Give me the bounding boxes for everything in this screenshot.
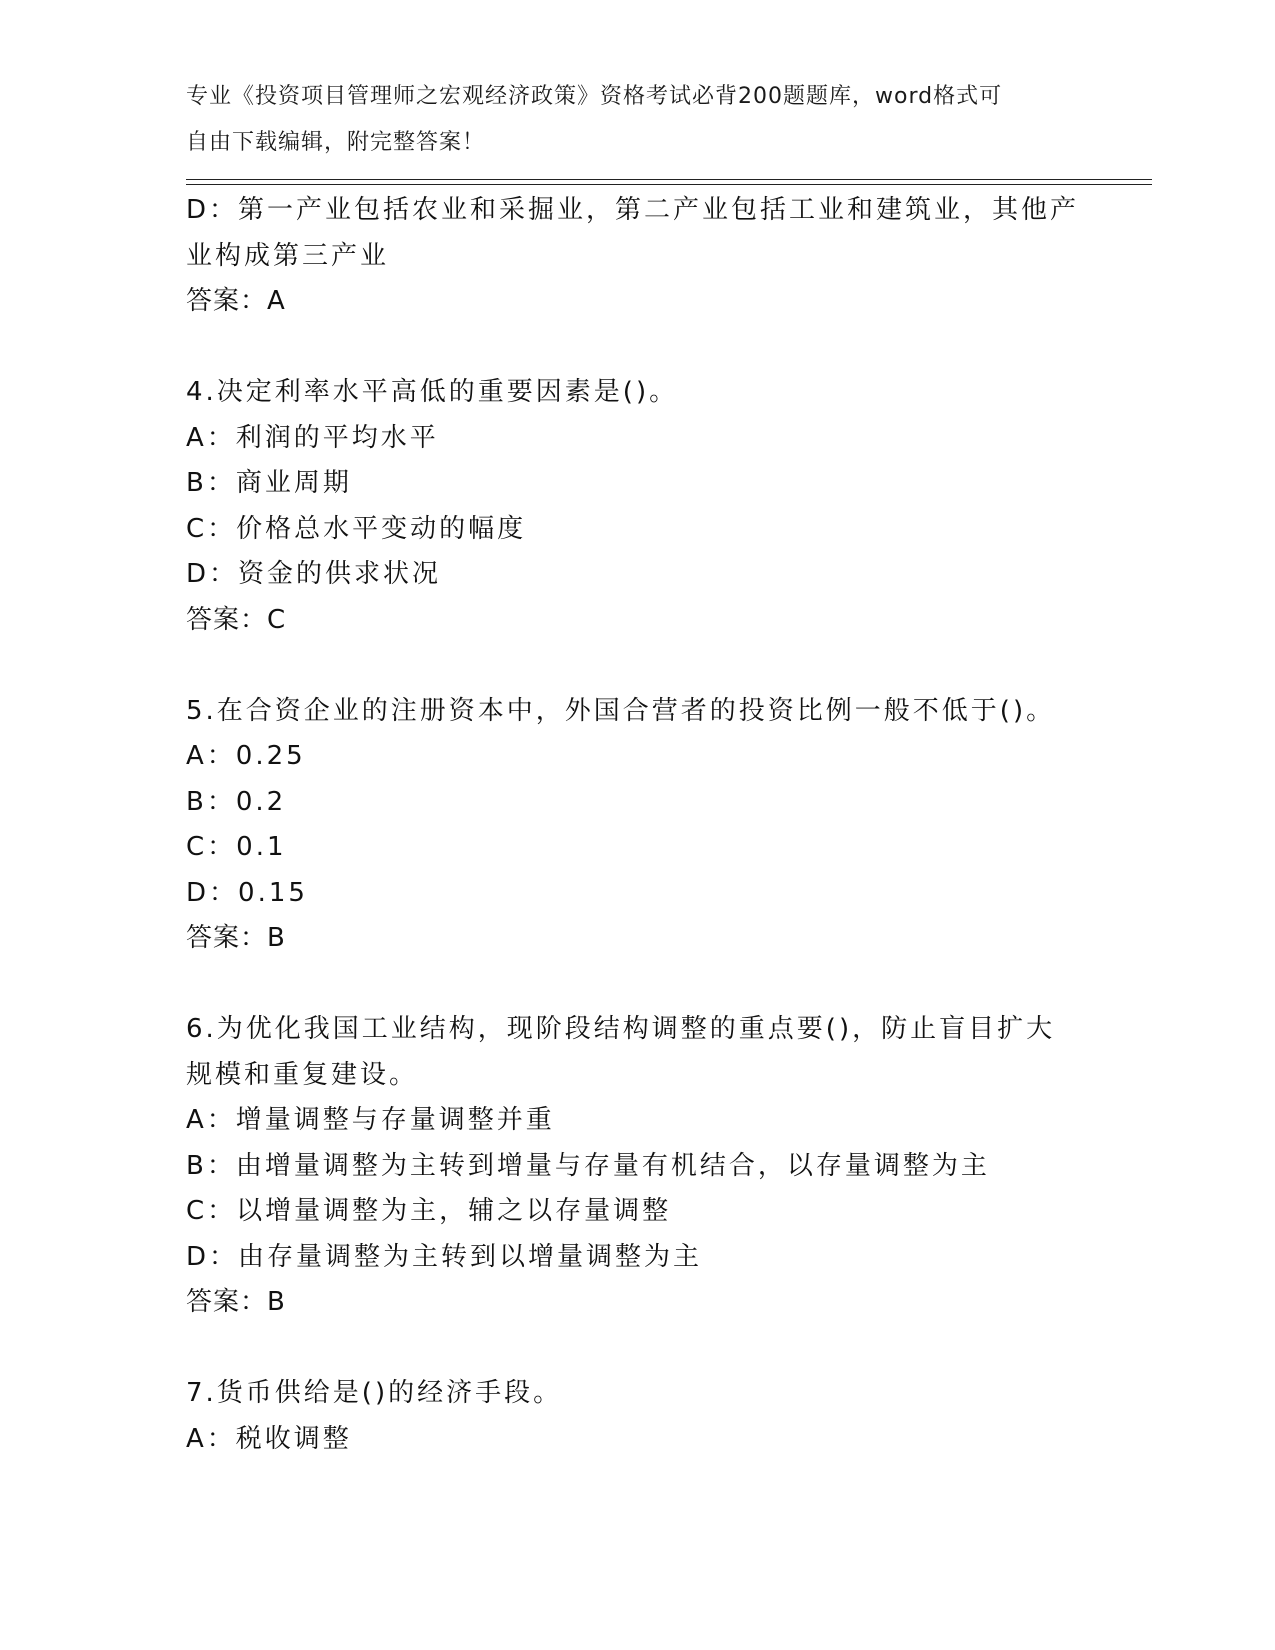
option-text: D：资金的供求状况 [186, 559, 442, 589]
option-text: A：0.25 [186, 741, 306, 771]
option-text: B：0.2 [186, 786, 287, 817]
question-stem: 6.为优化我国工业结构，现阶段结构调整的重点要()，防止盲目扩大 [186, 1014, 1056, 1044]
question-stem: 7.货币供给是()的经济手段。 [186, 1378, 563, 1408]
spacer [186, 325, 1086, 371]
option-text: A：税收调整 [186, 1423, 352, 1454]
answer-text: 答案：C [186, 604, 287, 635]
option-text: B：由增量调整为主转到增量与存量有机结合，以存量调整为主 [186, 1150, 990, 1181]
option-text: D：0.15 [186, 877, 308, 908]
option-text: C：价格总水平变动的幅度 [186, 513, 527, 544]
question-stem: 4.决定利率水平高低的重要因素是()。 [186, 377, 679, 407]
document-header [186, 74, 1086, 165]
option-text: 业构成第三产业 [186, 240, 390, 271]
option-text: A：增量调整与存量调整并重 [186, 1105, 555, 1135]
spacer [186, 962, 1086, 1008]
spacer [186, 643, 1086, 689]
spacer [186, 1326, 1086, 1372]
question-stem: 规模和重复建设。 [186, 1059, 419, 1090]
header-rule-top [186, 179, 1152, 180]
option-text: D：由存量调整为主转到以增量调整为主 [186, 1241, 703, 1272]
answer-text: 答案：B [186, 923, 286, 953]
option-text: D：第一产业包括农业和采掘业，第二产业包括工业和建筑业，其他产 [186, 195, 1080, 225]
header-line-1: 专业《投资项目管理师之宏观经济政策》资格考试必背200题题库，word格式可 [186, 84, 1003, 109]
header-rule-bottom [186, 184, 1152, 185]
option-text: C：0.1 [186, 832, 287, 862]
question-stem: 5.在合资企业的注册资本中，外国合营者的投资比例一般不低于()。 [186, 695, 1056, 726]
answer-text: 答案：B [186, 1287, 286, 1317]
question-list [186, 188, 1086, 1462]
option-text: B：商业周期 [186, 468, 352, 498]
header-line-2: 自由下载编辑，附完整答案！ [186, 129, 486, 155]
answer-text: 答案：A [186, 286, 286, 316]
option-text: C：以增量调整为主，辅之以存量调整 [186, 1196, 672, 1226]
option-text: A：利润的平均水平 [186, 422, 439, 453]
